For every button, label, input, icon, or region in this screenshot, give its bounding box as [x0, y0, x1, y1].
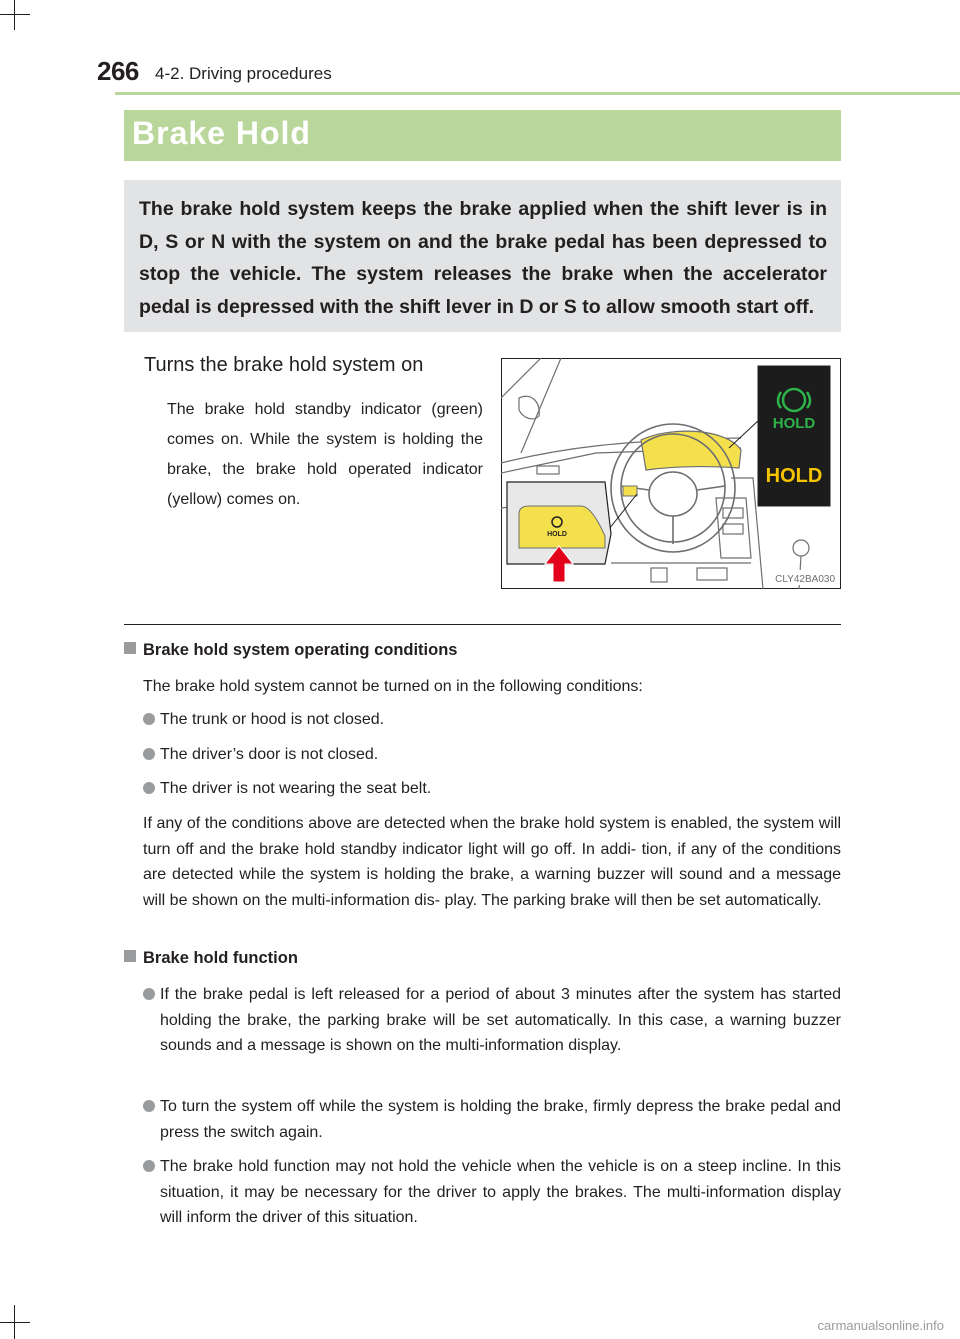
- section-label: 4-2. Driving procedures: [155, 64, 332, 83]
- conditions-note: If any of the conditions above are detected when the brake hold system is enabled, the system will turn off and the brake hold standby indicator light will go off. In addi- tion, if any of the conditions are detected while the system is holding the brake, a warning buzzer will sound and a message will be shown on the multi-information dis- play. The parking brake will then be set automatically.: [143, 815, 841, 910]
- hold-label-green: HOLD: [772, 415, 816, 432]
- round-bullet-icon: [143, 1160, 155, 1172]
- hold-label-yellow: HOLD: [765, 465, 823, 487]
- intro-text: The brake hold system keeps the brake applied when the shift lever is in D, S or N with the system on and the brake pedal has been depressed to stop the vehicle. The system releases the brake when the accelerator pedal is depressed with the shift lever in D or S to allow smooth start off.: [139, 198, 827, 318]
- header-rule: [115, 92, 960, 95]
- round-bullet-icon: [143, 782, 155, 794]
- crop-mark-bottom-left-h: [0, 1322, 30, 1323]
- section-divider: [124, 624, 841, 625]
- figure-code: CLY42BA030: [775, 574, 835, 585]
- conditions-lead: The brake hold system cannot be turned on in the following conditions:: [143, 678, 643, 695]
- crop-mark-top-left-h: [0, 14, 30, 15]
- square-bullet-icon: [124, 642, 136, 654]
- step-description: The brake hold standby indicator (green) comes on. While the system is holding the brake, the brake hold operated indicator (yellow) comes on.: [167, 401, 483, 508]
- step-title: Turns the brake hold system on: [144, 354, 424, 376]
- round-bullet-icon: [143, 988, 155, 1000]
- intro-box: [124, 180, 841, 332]
- page-number: 266: [97, 56, 139, 86]
- brake-hold-illustration: [501, 358, 841, 589]
- watermark: carmanualsonline.info: [817, 1318, 944, 1333]
- round-bullet-icon: [143, 713, 155, 725]
- crop-mark-top-left-v: [14, 0, 15, 30]
- list-item: The brake hold function may not hold the vehicle when the vehicle is on a steep incline. In this situation, it may be necessary for the driver to apply the brakes. The multi-information display will inform the driver of this situation.: [143, 1154, 841, 1231]
- page-title: Brake Hold: [124, 110, 841, 161]
- list-item: The driver is not wearing the seat belt.: [143, 776, 841, 802]
- conditions-heading: Brake hold system operating conditions: [124, 641, 457, 660]
- round-bullet-icon: [143, 748, 155, 760]
- round-bullet-icon: [143, 1100, 155, 1112]
- list-item: To turn the system off while the system is holding the brake, firmly depress the brake pedal and press the switch again.: [143, 1094, 841, 1145]
- list-item: The driver’s door is not closed.: [143, 742, 841, 768]
- square-bullet-icon: [124, 950, 136, 962]
- list-item: If the brake pedal is left released for a period of about 3 minutes after the system has started holding the brake, the parking brake will be set automatically. In this case, a warning buzzer sounds and a message is shown on the multi-information display.: [143, 982, 841, 1059]
- function-heading: Brake hold function: [124, 949, 298, 968]
- switch-hold-label: HOLD: [547, 531, 567, 538]
- list-item: The trunk or hood is not closed.: [143, 707, 841, 733]
